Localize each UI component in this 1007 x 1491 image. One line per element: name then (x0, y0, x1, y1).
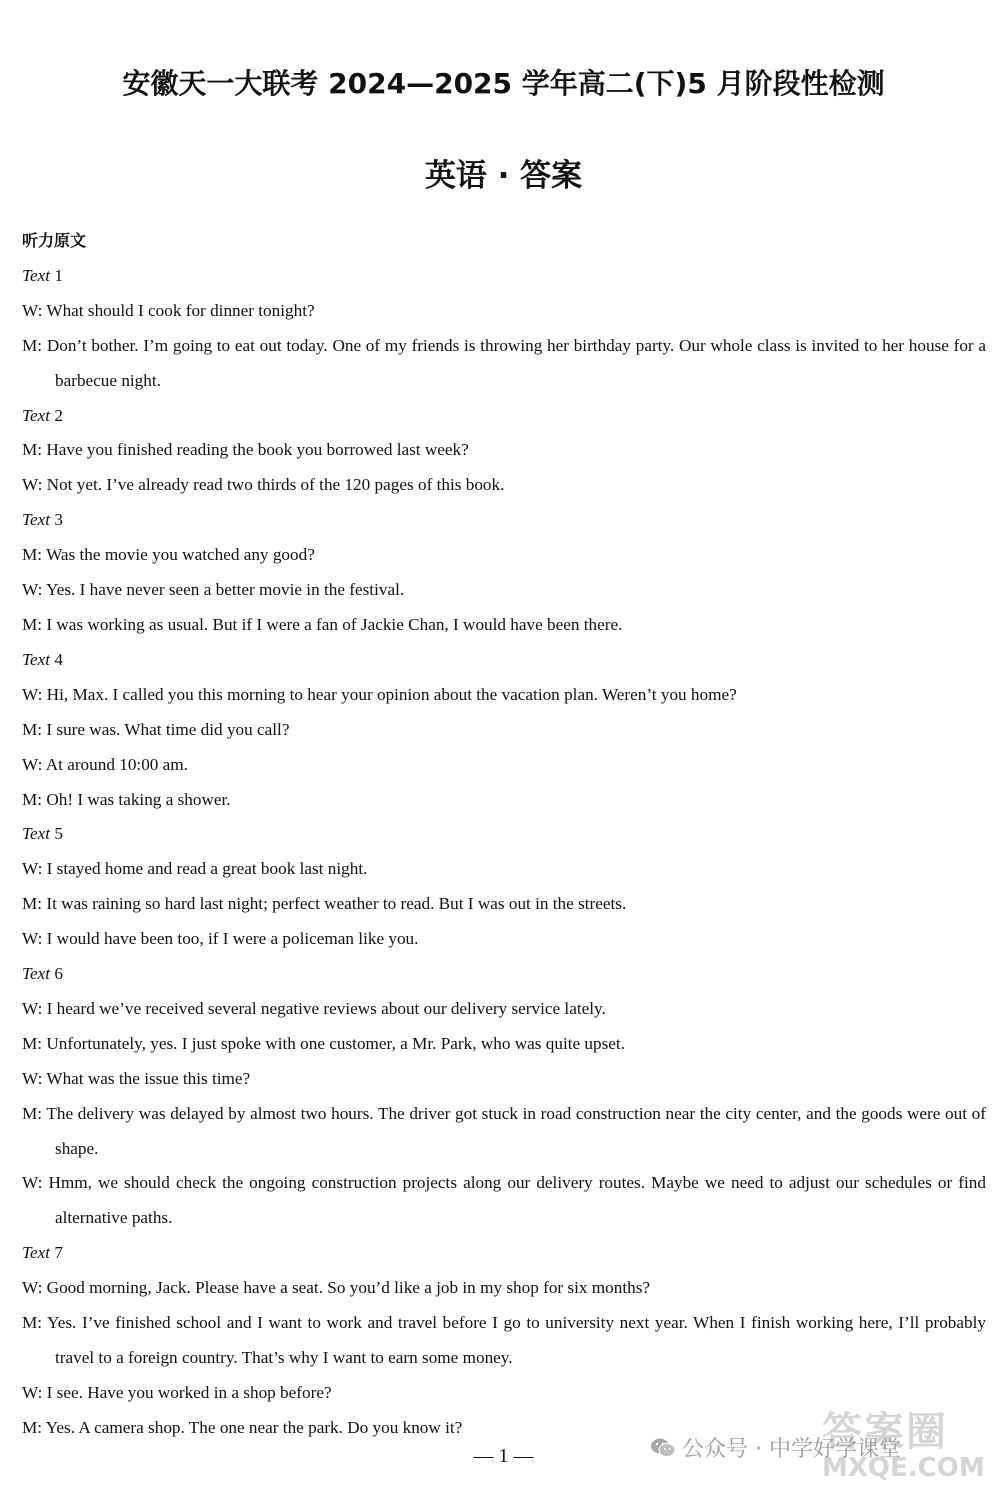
dialogue-line (22, 1166, 986, 1236)
dialogue-text: Hmm, we should check the ongoing construction projects along our delivery routes. Maybe we need to adjust our schedules or find alternative paths. (48, 1173, 986, 1228)
text-heading-word: Text (22, 405, 51, 425)
dialogue-text: Don’t bother. I’m going to eat out today. One of my friends is throwing her birthday party. Our whole class is invited to her house for a barbecue night. (46, 335, 987, 390)
dialogue-text: Good morning, Jack. Please have a seat. So you’d like a job in my shop for six months? (46, 1278, 651, 1298)
dialogue-line (22, 1062, 986, 1097)
speaker-label: W: (22, 300, 43, 320)
dialogue-line (22, 433, 986, 468)
dialogue-line (22, 922, 986, 957)
speaker-label: W: (22, 929, 43, 949)
speaker-label: W: (22, 998, 43, 1018)
site-watermark (822, 1400, 992, 1483)
text-heading-number: 7 (54, 1243, 63, 1263)
speaker-label: W: (22, 580, 43, 600)
site-watermark-logo: 答案圈 (822, 1409, 948, 1455)
dialogue-text: Was the movie you watched any good? (46, 545, 315, 565)
speaker-label: M: (22, 614, 43, 634)
text-heading-word: Text (22, 510, 51, 530)
dialogue-text: Hi, Max. I called you this morning to hear your opinion about the vacation plan. Weren’t you home? (46, 684, 737, 704)
page-number: — 1 — (473, 1445, 534, 1467)
dialogue-line (22, 1027, 986, 1062)
site-watermark-url: MXQE.COM (822, 1453, 985, 1483)
text-heading-number: 5 (54, 824, 63, 844)
speaker-label: M: (22, 335, 43, 355)
text-heading-word: Text (22, 649, 51, 669)
speaker-label: M: (22, 545, 43, 565)
dialogue-line (22, 329, 986, 399)
dialogue-text: Yes. A camera shop. The one near the park. Do you know it? (45, 1417, 463, 1437)
speaker-label: W: (22, 1068, 43, 1088)
dialogue-line (22, 783, 986, 818)
dialogue-line (22, 573, 986, 608)
dialogue-line (22, 1097, 986, 1167)
speaker-label: M: (22, 440, 43, 460)
dialogue-text: What should I cook for dinner tonight? (46, 300, 315, 320)
dialogue-line (22, 748, 986, 783)
transcript-list (22, 259, 986, 1446)
dialogue-text: I sure was. What time did you call? (46, 719, 290, 739)
dialogue-line (22, 887, 986, 922)
dialogue-line (22, 468, 986, 503)
text-heading (22, 643, 986, 678)
dialogue-line (22, 294, 986, 329)
text-heading-word: Text (22, 964, 51, 984)
dialogue-line (22, 713, 986, 748)
dialogue-text: What was the issue this time? (46, 1068, 251, 1088)
speaker-label: M: (22, 1313, 43, 1333)
speaker-label: W: (22, 1278, 43, 1298)
text-heading (22, 817, 986, 852)
text-heading-number: 1 (54, 265, 63, 285)
dialogue-line (22, 992, 986, 1027)
text-heading-word: Text (22, 1243, 51, 1263)
speaker-label: W: (22, 475, 43, 495)
text-heading-number: 2 (54, 405, 63, 425)
section-label: 听力原文 (22, 231, 87, 250)
speaker-label: W: (22, 754, 43, 774)
speaker-label: W: (22, 1382, 43, 1402)
text-heading-word: Text (22, 824, 51, 844)
speaker-label: M: (22, 1103, 43, 1123)
dialogue-text: I would have been too, if I were a policeman like you. (46, 929, 419, 949)
dialogue-line (22, 678, 986, 713)
page-title: 安徽天一大联考 2024—2025 学年高二(下)5 月阶段性检测 (122, 67, 885, 100)
dialogue-text: The delivery was delayed by almost two hours. The driver got stuck in road construction near the city center, and the goods were out of shape. (46, 1103, 986, 1158)
text-heading-number: 3 (54, 510, 63, 530)
speaker-label: M: (22, 894, 43, 914)
dialogue-line (22, 608, 986, 643)
page-subtitle: 英语 · 答案 (424, 158, 583, 194)
wechat-icon (650, 1437, 676, 1459)
text-heading (22, 1236, 986, 1271)
dialogue-text: I heard we’ve received several negative reviews about our delivery service lately. (46, 998, 606, 1018)
document-body (22, 224, 986, 1446)
speaker-label: M: (22, 719, 43, 739)
dialogue-line (22, 538, 986, 573)
dialogue-text: Oh! I was taking a shower. (46, 789, 231, 809)
speaker-label: W: (22, 1173, 43, 1193)
text-heading-number: 6 (54, 964, 63, 984)
dialogue-line (22, 1271, 986, 1306)
dialogue-line (22, 1306, 986, 1376)
text-heading (22, 399, 986, 434)
dialogue-text: I stayed home and read a great book last night. (46, 859, 368, 879)
dialogue-text: Have you finished reading the book you borrowed last week? (46, 440, 469, 460)
speaker-label: M: (22, 1033, 43, 1053)
dialogue-text: I was working as usual. But if I were a fan of Jackie Chan, I would have been there. (46, 614, 623, 634)
speaker-label: W: (22, 859, 43, 879)
speaker-label: M: (22, 789, 43, 809)
dialogue-text: Yes. I’ve finished school and I want to work and travel before I go to university next year. When I finish working here, I’ll probably travel to a foreign country. That’s why I want to earn some money. (47, 1313, 986, 1367)
speaker-label: M: (22, 1417, 43, 1437)
text-heading-word: Text (22, 265, 51, 285)
dialogue-text: At around 10:00 am. (45, 754, 188, 774)
text-heading (22, 503, 986, 538)
speaker-label: W: (22, 684, 43, 704)
dialogue-line (22, 852, 986, 887)
dialogue-text: Unfortunately, yes. I just spoke with one customer, a Mr. Park, who was quite upset. (46, 1033, 626, 1053)
text-heading (22, 259, 986, 294)
dialogue-text: Yes. I have never seen a better movie in the festival. (46, 580, 405, 600)
dialogue-text: Not yet. I’ve already read two thirds of the 120 pages of this book. (46, 475, 505, 495)
text-heading-number: 4 (54, 649, 63, 669)
dialogue-text: I see. Have you worked in a shop before? (46, 1382, 332, 1402)
text-heading (22, 957, 986, 992)
dialogue-text: It was raining so hard last night; perfect weather to read. But I was out in the streets. (46, 894, 627, 914)
watermark-text: 公众号 · 中学好学课堂 (682, 1437, 901, 1462)
